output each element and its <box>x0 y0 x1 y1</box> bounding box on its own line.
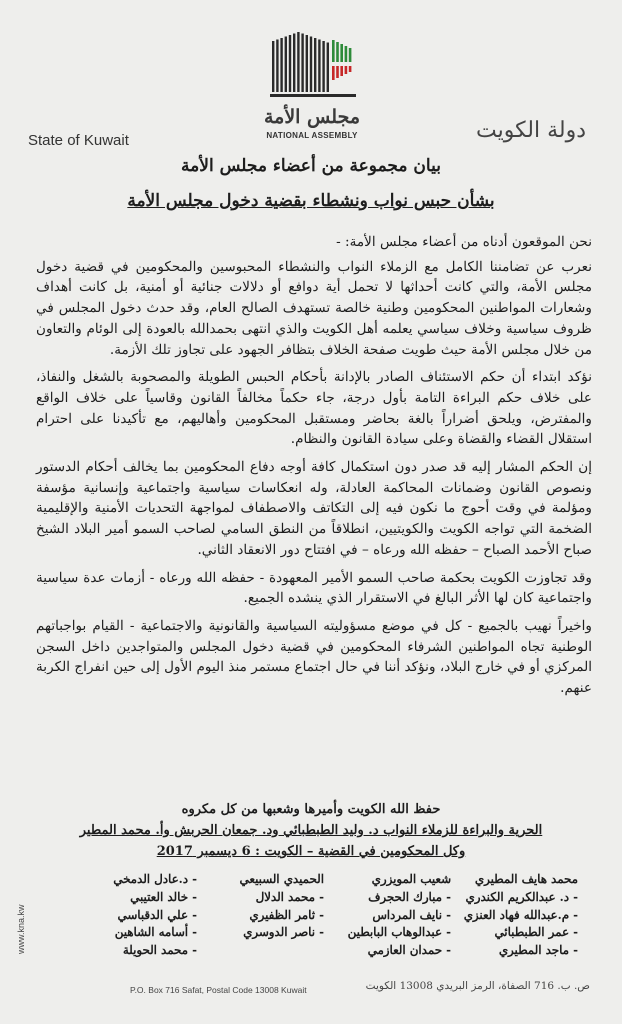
signatory: - عبدالوهاب البابطين <box>347 925 451 940</box>
national-assembly-logo <box>258 22 366 144</box>
signatory: - م.عبدالله فهاد العنزي <box>463 907 578 922</box>
signatory: الحميدي السبيعي <box>239 872 324 886</box>
signatory: شعيب المويزري <box>371 872 451 886</box>
emblem-column <box>306 35 308 92</box>
statement-subtitle: بشأن حبس نواب ونشطاء بقضية دخول مجلس الأمة <box>127 191 495 211</box>
signatory: - عمر الطبطبائي <box>494 925 578 940</box>
emblem-column <box>280 38 282 92</box>
signatories-list <box>70 872 578 961</box>
website-url: www.kna.kw <box>16 904 26 954</box>
footer-address-english: P.O. Box 716 Safat, Postal Code 13008 Kuwait <box>130 985 307 995</box>
signatory: - أسامه الشاهين <box>114 925 197 940</box>
signatory-row <box>70 908 578 926</box>
paragraph-2: نؤكد ابتداء أن حكم الاستئناف الصادر بالإدانة بأحكام الحبس الطويلة والمصحوبة بالشغل والنفاذ، على خلاف حكم البراءة التامة بأول درجة، جاء حكماً مخالفاً القانون وقاسياً على خلاف الواقع والمفترض، ويلحق أضراراً بالغة بحاضر ومستقبل المحكومين وأهاليهم، مع تأكيدنا على احترام استقلال القضاء والقضاة وعلى سيادة القانون والنظام. <box>36 369 592 448</box>
signatory-row <box>70 890 578 908</box>
closing-block <box>40 799 582 862</box>
emblem-column <box>318 40 320 93</box>
emblem-red-stripe <box>336 66 339 78</box>
emblem-column <box>272 41 274 92</box>
signatory: - خالد العتيبي <box>130 889 197 904</box>
logo-english-name: NATIONAL ASSEMBLY <box>266 131 358 140</box>
closing-prayer: حفظ الله الكويت وأميرها وشعبها من كل مكروه <box>181 802 441 817</box>
emblem-red-stripe <box>340 66 343 76</box>
signatory: - محمد الحويلة <box>122 943 197 958</box>
emblem-column <box>276 40 278 93</box>
signatory: - نايف المرداس <box>372 907 451 922</box>
emblem-green-stripe <box>332 40 335 62</box>
emblem-green-stripe <box>349 48 352 62</box>
paragraph-5: واخيراً نهيب بالجميع - كل في موضع مسؤوليته السياسية والقانونية والاجتماعية - القيام بواجباتهم الوطنية تجاه المواطنين الشرفاء المحكومين في قضية دخول المجلس والمتواجدين داخل السجن المركزي أو في خارج البلاد، ونؤكد أننا في حال اجتماع مستمر منذ اليوم الأول إلى حين انفراج الكربة عنهم. <box>36 617 592 697</box>
assembly-building-emblem <box>258 22 366 108</box>
emblem-column <box>293 34 295 93</box>
paragraph-1: نعرب عن تضامننا الكامل مع الزملاء النواب والنشطاء المحبوسين والمحكومين في قضية دخول مجلس الأمة، والتي كانت أحداثها لا تحمل أية دوافع أو دلالات جنائية أو أمنية، بل كانت أهداف وشعارات المواطنين المحكومين وطنية خالصة تستهدف الصالح العام، وقد حدث دخول المجلس في ظروف سياسية وخلاف سياسي يعلمه أهل الكويت والذي انتهى بحمدالله بالعودة إلى الوئام والتعاون من خلال مجلس الأمة حيث طويت صفحة الخلاف بتظافر الجهود على تجاوز تلك الأزمة. <box>36 258 592 358</box>
signatory-row <box>70 943 578 961</box>
emblem-column <box>327 43 329 93</box>
emblem-column <box>322 41 324 92</box>
signatory <box>197 943 324 961</box>
signatory: - محمد الدلال <box>255 889 324 904</box>
statement-title: بيان مجموعة من أعضاء مجلس الأمة <box>181 156 441 176</box>
paragraph-3: إن الحكم المشار إليه قد صدر دون استكمال كافة أوجه دفاع المحكومين بما يخالف أحكام الدستور ونصوص القانون وضمانات المحاكمة العادلة، وله انعكاسات سياسية واجتماعية وإنسانية مؤسفة ومؤلمة في وقت أحوج ما نكون فيه إلى التكاتف والاصطفاف لمواجهة التحديات الأمنية والإقليمية الضخمة التي تواجه الكويت والكويتيين، انطلاقاً من النطق السامي لصاحب السمو أمير البلاد الشيخ صباح الأحمد الصباح – حفظه الله ورعاه – في افتتاح دور الانعقاد الثاني. <box>36 459 592 558</box>
emblem-red-stripe <box>349 66 352 72</box>
signatory: محمد هايف المطيري <box>474 872 578 886</box>
signatory-row <box>70 925 578 943</box>
intro-line: نحن الموقعون أدناه من أعضاء مجلس الأمة: - <box>336 234 592 250</box>
emblem-red-stripe <box>332 66 335 80</box>
footer-address-arabic: ص. ب. 716 الصفاة، الرمز البريدي 13008 الكويت <box>365 980 590 992</box>
emblem-column <box>314 38 316 92</box>
signatory: - ماجد المطيري <box>498 943 578 958</box>
emblem-green-stripe <box>345 46 348 62</box>
signatory: - ناصر الدوسري <box>243 925 324 940</box>
emblem-green-stripe <box>340 44 343 62</box>
emblem-column <box>289 35 291 92</box>
closing-freedom-line: الحرية والبراءة للزملاء النواب د. وليد الطبطبائي ود. جمعان الحربش وأ. محمد المطير <box>79 823 543 838</box>
signatory: - حمدان العازمي <box>367 943 451 958</box>
paragraph-4: وقد تجاوزت الكويت بحكمة صاحب السمو الأمير المعهودة - حفظه الله ورعاه - أزمات عدة سياسية واجتماعية كان لها الأثر البالغ في الاستقرار الذي ينشده الجميع. <box>36 569 592 607</box>
state-arabic: دولة الكويت <box>476 118 586 143</box>
closing-date-line: وكل المحكومين في القضية – الكويت : 6 ديسمبر 2017 <box>156 844 466 859</box>
emblem-green-stripe <box>336 42 339 62</box>
signatory: - د.عادل الدمخي <box>113 872 197 886</box>
signatory: - ثامر الظفيري <box>249 907 324 922</box>
emblem-column <box>285 37 287 93</box>
signatory: - مبارك الحجرف <box>368 889 451 904</box>
emblem-base <box>270 94 356 97</box>
statement-body <box>36 232 592 706</box>
emblem-column <box>301 34 303 93</box>
logo-arabic-name: مجلس الأمة <box>263 106 361 128</box>
emblem-column <box>310 37 312 93</box>
emblem-red-stripe <box>345 66 348 74</box>
emblem-column <box>297 32 299 92</box>
signatory: - د. عبدالكريم الكندري <box>465 889 578 904</box>
state-english: State of Kuwait <box>28 132 129 149</box>
signatory: - علي الدقباسي <box>117 907 197 922</box>
signatory-row <box>70 872 578 890</box>
